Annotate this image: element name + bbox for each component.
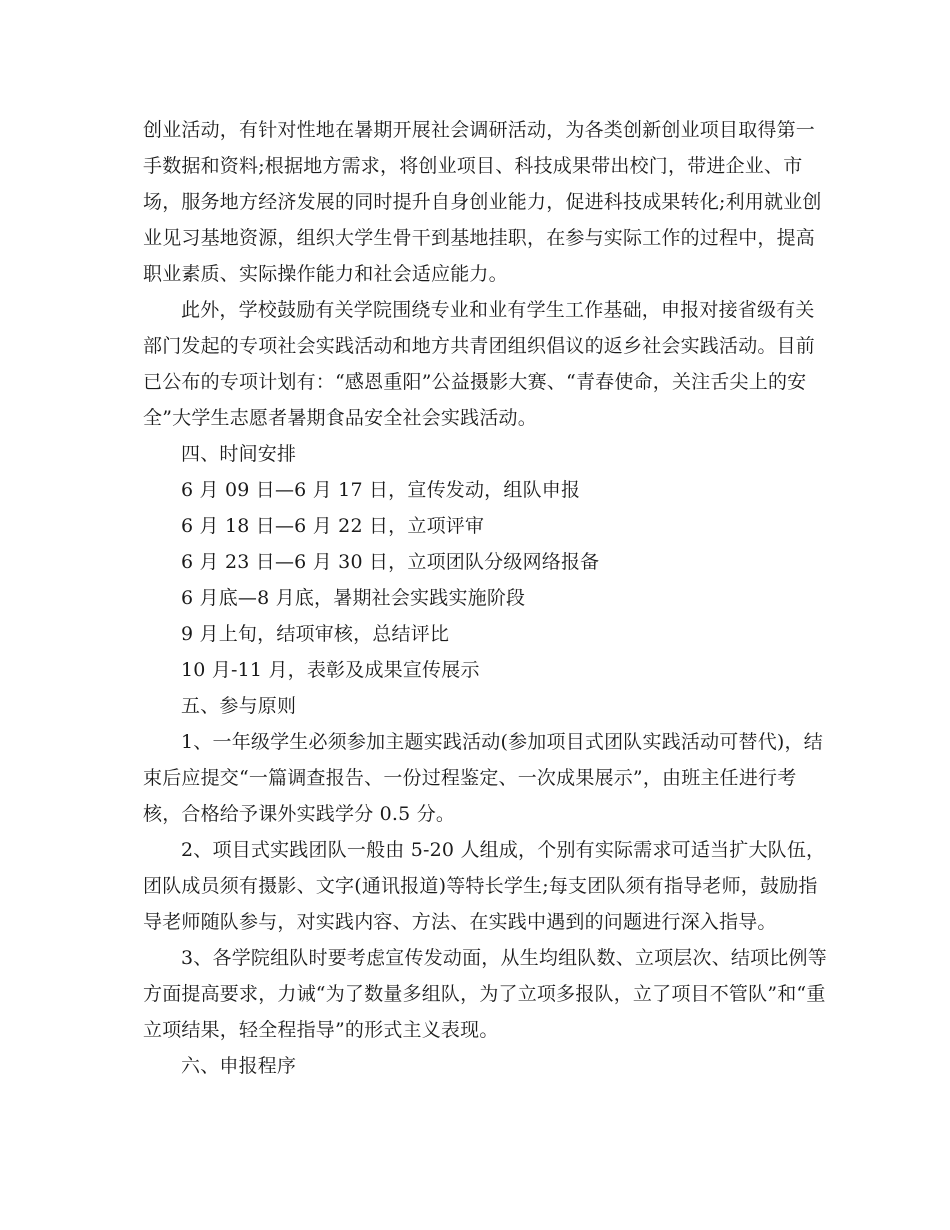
paragraph-t6 [143,652,813,688]
text-line: 此外，学校鼓励有关学院围绕专业和业有学生工作基础，申报对接省级有关 [181,299,815,321]
text-line: 方面提高要求，力诫“为了数量多组队，为了立项多报队，立了项目不管队”和“重 [143,983,826,1005]
paragraph-t4 [143,580,813,616]
text-line: 6 月 18 日—6 月 22 日，立项评审 [181,515,485,537]
paragraph-h5 [143,688,813,724]
text-line: 导老师随队参与，对实践内容、方法、在实践中遇到的问题进行深入指导。 [143,911,777,933]
text-line: 1、一年级学生必须参加主题实践活动(参加项目式团队实践活动可替代)，结 [181,731,823,753]
paragraph-h4 [143,436,813,472]
paragraph-t5 [143,616,813,652]
text-line: 团队成员须有摄影、文字(通讯报道)等特长学生;每支团队须有指导老师，鼓励指 [143,875,818,897]
text-line: 六、申报程序 [181,1055,297,1077]
text-line: 五、参与原则 [181,695,297,717]
paragraph-t1 [143,472,813,508]
paragraph-r1 [143,724,823,832]
text-line: 手数据和资料;根据地方需求，将创业项目、科技成果带出校门，带进企业、市 [143,155,803,177]
text-line: 四、时间安排 [181,443,297,465]
paragraph-p2 [143,292,816,436]
paragraph-t3 [143,544,813,580]
text-line: 3、各学院组队时要考虑宣传发动面，从生均组队数、立项层次、结项比例等 [181,947,827,969]
text-line: 业见习基地资源，组织大学生骨干到基地挂职，在参与实际工作的过程中，提高 [143,227,816,249]
text-line: 创业活动，有针对性地在暑期开展社会调研活动，为各类创新创业项目取得第一 [143,119,816,141]
text-line: 场，服务地方经济发展的同时提升自身创业能力，促进科技成果转化;利用就业创 [143,191,822,213]
paragraph-r2 [143,832,826,940]
paragraph-h6 [143,1048,813,1084]
text-line: 核，合格给予课外实践学分 0.5 分。 [143,803,456,825]
text-line: 2、项目式实践团队一般由 5-20 人组成，个别有实际需求可适当扩大队伍， [181,839,826,861]
text-line: 6 月 23 日—6 月 30 日，立项团队分级网络报备 [181,551,600,573]
paragraph-p1 [143,112,822,292]
text-line: 6 月 09 日—6 月 17 日，宣传发动，组队申报 [181,479,581,501]
document-body [143,112,827,1084]
text-line: 全”大学生志愿者暑期食品安全社会实践活动。 [143,407,537,429]
text-line: 束后应提交“一篇调查报告、一份过程鉴定、一次成果展示”，由班主任进行考 [143,767,797,789]
paragraph-r3 [143,940,827,1048]
text-line: 10 月-11 月，表彰及成果宣传展示 [181,659,480,681]
paragraph-t2 [143,508,813,544]
text-line: 部门发起的专项社会实践活动和地方共青团组织倡议的返乡社会实践活动。目前 [143,335,816,357]
text-line: 立项结果，轻全程指导”的形式主义表现。 [143,1019,499,1041]
text-line: 已公布的专项计划有：“感恩重阳”公益摄影大赛、“青春使命，关注舌尖上的安 [143,371,807,393]
text-line: 6 月底—8 月底，暑期社会实践实施阶段 [181,587,526,609]
text-line: 职业素质、实际操作能力和社会适应能力。 [143,263,508,285]
text-line: 9 月上旬，结项审核，总结评比 [181,623,450,645]
